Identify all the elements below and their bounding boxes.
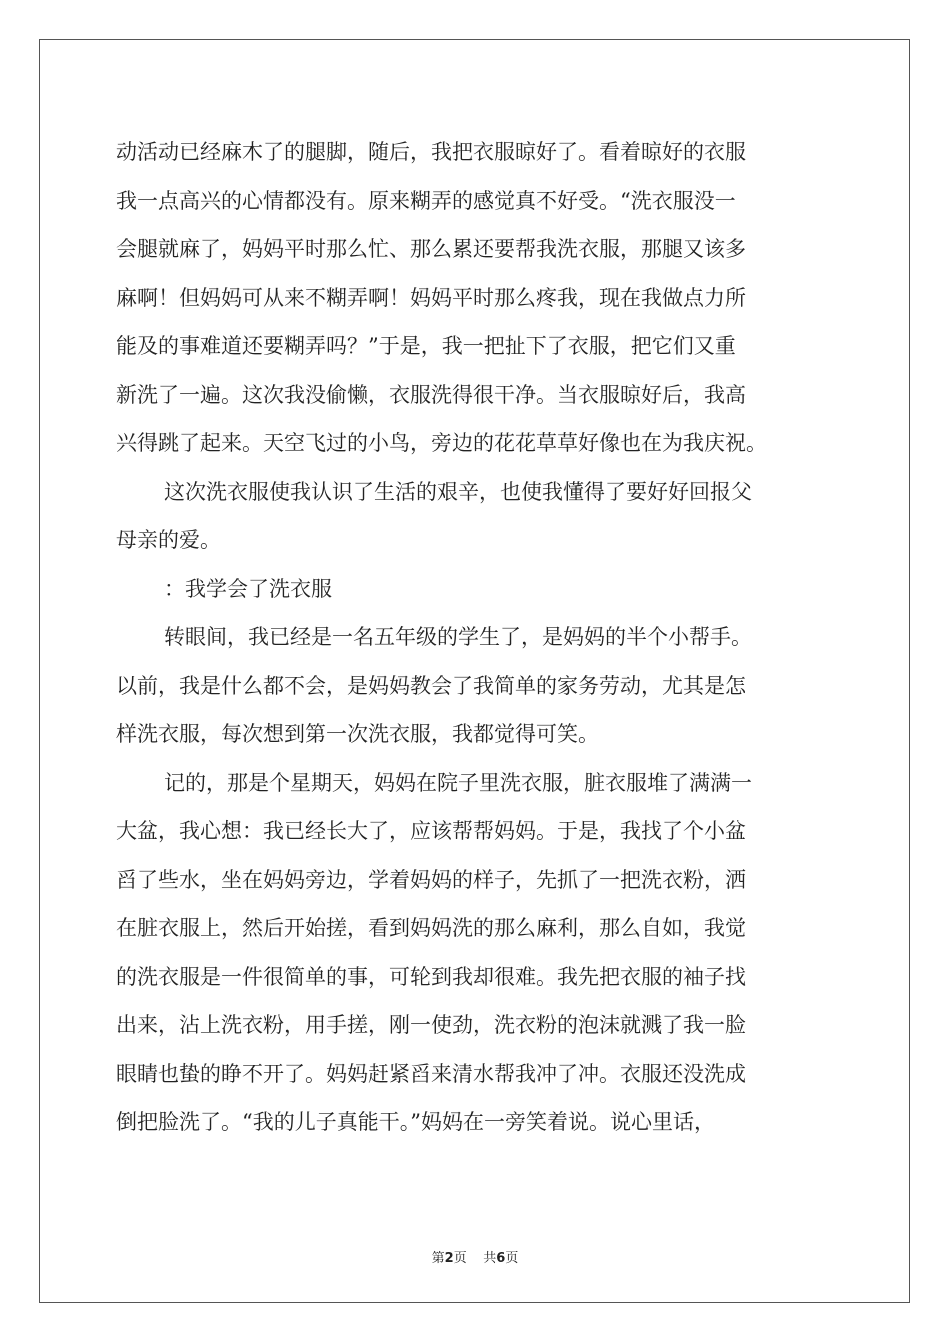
text-line: 我一点高兴的心情都没有。原来糊弄的感觉真不好受。“洗衣服没一 — [116, 188, 736, 213]
article-body — [116, 128, 836, 1147]
text-line: 倒把脸洗了。“我的儿子真能干。”妈妈在一旁笑着说。说心里话， — [116, 1110, 715, 1134]
footer-page-number: 2 — [444, 1251, 454, 1266]
text-line: 舀了些水，坐在妈妈旁边，学着妈妈的样子，先抓了一把洗衣粉，洒 — [116, 867, 746, 892]
text-line: 新洗了一遍。这次我没偷懒，衣服洗得很干净。当衣服晾好后，我高 — [116, 382, 746, 407]
page-footer — [0, 1247, 950, 1266]
text-line: 以前，我是什么都不会，是妈妈教会了我简单的家务劳动，尤其是怎 — [116, 673, 746, 698]
text-line: 大盆，我心想：我已经长大了，应该帮帮妈妈。于是，我找了个小盆 — [116, 819, 746, 843]
text-line: 的洗衣服是一件很简单的事，可轮到我却很难。我先把衣服的袖子找 — [116, 964, 746, 989]
text-line: ：我学会了洗衣服 — [164, 576, 332, 601]
footer-total-number: 6 — [496, 1251, 506, 1266]
footer-total-suffix: 页 — [505, 1251, 519, 1266]
text-line: 母亲的爱。 — [116, 528, 221, 552]
text-line: 能及的事难道还要糊弄吗？”于是，我一把扯下了衣服，把它们又重 — [116, 334, 736, 358]
text-line: 记的，那是个星期天，妈妈在院子里洗衣服，脏衣服堆了满满一 — [164, 770, 752, 795]
text-line: 出来，沾上洗衣粉，用手搓，刚一使劲，洗衣粉的泡沫就溅了我一脸 — [116, 1013, 746, 1037]
text-line: 动活动已经麻木了的腿脚，随后，我把衣服晾好了。看着晾好的衣服 — [116, 140, 746, 164]
text-line: 转眼间，我已经是一名五年级的学生了，是妈妈的半个小帮手。 — [164, 625, 752, 649]
text-line: 眼睛也蛰的睁不开了。妈妈赶紧舀来清水帮我冲了冲。衣服还没洗成 — [116, 1061, 746, 1086]
text-line: 会腿就麻了，妈妈平时那么忙、那么累还要帮我洗衣服，那腿又该多 — [116, 237, 746, 261]
text-line: 这次洗衣服使我认识了生活的艰辛，也使我懂得了要好好回报父 — [164, 479, 752, 504]
text-line: 在脏衣服上，然后开始搓，看到妈妈洗的那么麻利，那么自如，我觉 — [116, 916, 746, 940]
text-line: 麻啊！但妈妈可从来不糊弄啊！妈妈平时那么疼我，现在我做点力所 — [116, 285, 746, 310]
text-line: 样洗衣服，每次想到第一次洗衣服，我都觉得可笑。 — [116, 722, 599, 746]
text-line: 兴得跳了起来。天空飞过的小鸟，旁边的花花草草好像也在为我庆祝。 — [116, 431, 767, 455]
footer-total-prefix: 共 — [483, 1251, 497, 1266]
footer-page-suffix: 页 — [453, 1251, 467, 1266]
footer-page-prefix: 第 — [431, 1251, 445, 1266]
